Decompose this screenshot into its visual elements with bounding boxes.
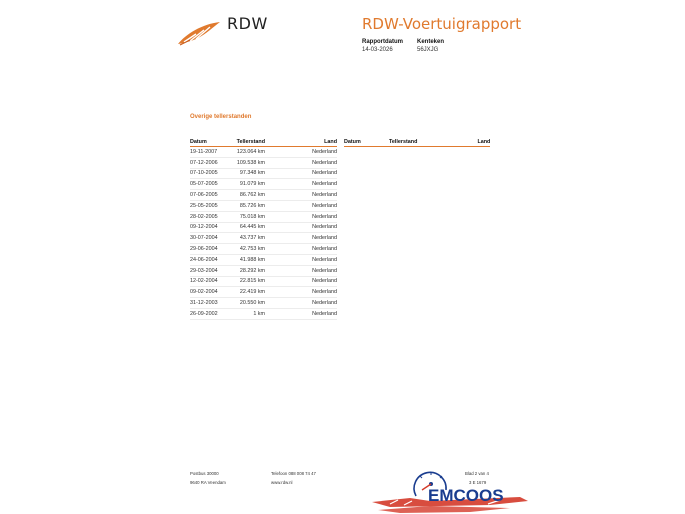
cell-country: Nederland: [265, 308, 337, 319]
cell-date: 26-09-2002: [190, 308, 235, 319]
cell-date: 31-12-2003: [190, 298, 235, 309]
cell-odometer: 20.550 km: [235, 298, 265, 309]
table-row: [190, 308, 337, 319]
column-header-date: Datum: [190, 138, 235, 147]
table-row: [190, 211, 337, 222]
cell-odometer: 86.762 km: [235, 190, 265, 201]
cell-country: Nederland: [265, 190, 337, 201]
cell-date: 29-03-2004: [190, 265, 235, 276]
cell-date: 28-02-2005: [190, 211, 235, 222]
footer-address: 9640 RA Veendam: [190, 480, 226, 485]
cell-date: 24-06-2004: [190, 254, 235, 265]
cell-country: Nederland: [265, 222, 337, 233]
table-row: [190, 147, 337, 158]
table-row: [190, 157, 337, 168]
emcoos-watermark-logo: [370, 470, 530, 514]
report-title: RDW-Voertuigrapport: [362, 15, 522, 33]
cell-country: Nederland: [265, 211, 337, 222]
cell-date: 09-12-2004: [190, 222, 235, 233]
cell-country: Nederland: [265, 179, 337, 190]
cell-country: Nederland: [265, 157, 337, 168]
column-header-country: Land: [265, 138, 337, 147]
table-row: [190, 190, 337, 201]
logo-text: RDW: [227, 14, 268, 33]
cell-date: 25-05-2005: [190, 200, 235, 211]
cell-country: Nederland: [265, 276, 337, 287]
cell-date: 30-07-2004: [190, 233, 235, 244]
cell-country: Nederland: [265, 287, 337, 298]
cell-odometer: 75.018 km: [235, 211, 265, 222]
cell-odometer: 85.726 km: [235, 200, 265, 211]
table-header-row: [344, 138, 490, 147]
footer-page-number: Blad 2 van 4: [465, 471, 489, 476]
footer-website: www.rdw.nl: [271, 480, 293, 485]
report-date-value: 14-03-2026: [362, 47, 393, 53]
table-row: [190, 254, 337, 265]
table-row: [190, 265, 337, 276]
table-row: [190, 287, 337, 298]
cell-country: Nederland: [265, 168, 337, 179]
table-row: [190, 276, 337, 287]
cell-odometer: 22.419 km: [235, 287, 265, 298]
report-date-label: Rapportdatum: [362, 39, 403, 45]
table-row: [190, 168, 337, 179]
footer-code: 3 E 1679: [469, 480, 487, 485]
cell-date: 05-07-2005: [190, 179, 235, 190]
cell-date: 29-06-2004: [190, 244, 235, 255]
cell-country: Nederland: [265, 265, 337, 276]
cell-date: 07-12-2006: [190, 157, 235, 168]
table-header-row: [190, 138, 337, 147]
cell-odometer: 64.445 km: [235, 222, 265, 233]
cell-country: Nederland: [265, 298, 337, 309]
watermark-brand-text: EMCOOS: [428, 486, 504, 505]
rdw-logo-icon: [176, 20, 222, 46]
section-title: Overige tellerstanden: [190, 114, 252, 120]
cell-country: Nederland: [265, 200, 337, 211]
cell-date: 09-02-2004: [190, 287, 235, 298]
cell-odometer: 42.753 km: [235, 244, 265, 255]
odometer-table: [190, 138, 337, 320]
cell-date: 07-10-2005: [190, 168, 235, 179]
cell-odometer: 28.292 km: [235, 265, 265, 276]
cell-date: 07-06-2005: [190, 190, 235, 201]
cell-odometer: 43.737 km: [235, 233, 265, 244]
footer-phone: Telefoon 088 008 74 47: [271, 471, 316, 476]
cell-date: 12-02-2004: [190, 276, 235, 287]
column-header-date: Datum: [344, 138, 389, 147]
cell-date: 19-11-2007: [190, 147, 235, 158]
table-row: [190, 298, 337, 309]
cell-country: Nederland: [265, 147, 337, 158]
cell-odometer: 41.988 km: [235, 254, 265, 265]
column-header-odometer: Tellerstand: [389, 138, 418, 145]
column-header-country: Land: [417, 138, 490, 147]
column-header-odometer: Tellerstand: [236, 138, 265, 145]
cell-odometer: 91.079 km: [235, 179, 265, 190]
table-row: [190, 244, 337, 255]
plate-value: 56JXJG: [417, 47, 439, 53]
cell-odometer: 1 km: [235, 308, 265, 319]
table-row: [190, 233, 337, 244]
cell-odometer: 97.348 km: [235, 168, 265, 179]
table-row: [190, 222, 337, 233]
table-row: [190, 200, 337, 211]
footer-postbus: Postbus 30000: [190, 471, 219, 476]
cell-country: Nederland: [265, 244, 337, 255]
cell-odometer: 123.064 km: [235, 147, 265, 158]
cell-odometer: 109.538 km: [235, 157, 265, 168]
cell-odometer: 22.815 km: [235, 276, 265, 287]
table-row: [190, 179, 337, 190]
cell-country: Nederland: [265, 254, 337, 265]
cell-country: Nederland: [265, 233, 337, 244]
odometer-table-continued: [344, 138, 490, 147]
plate-label: Kenteken: [417, 39, 445, 45]
